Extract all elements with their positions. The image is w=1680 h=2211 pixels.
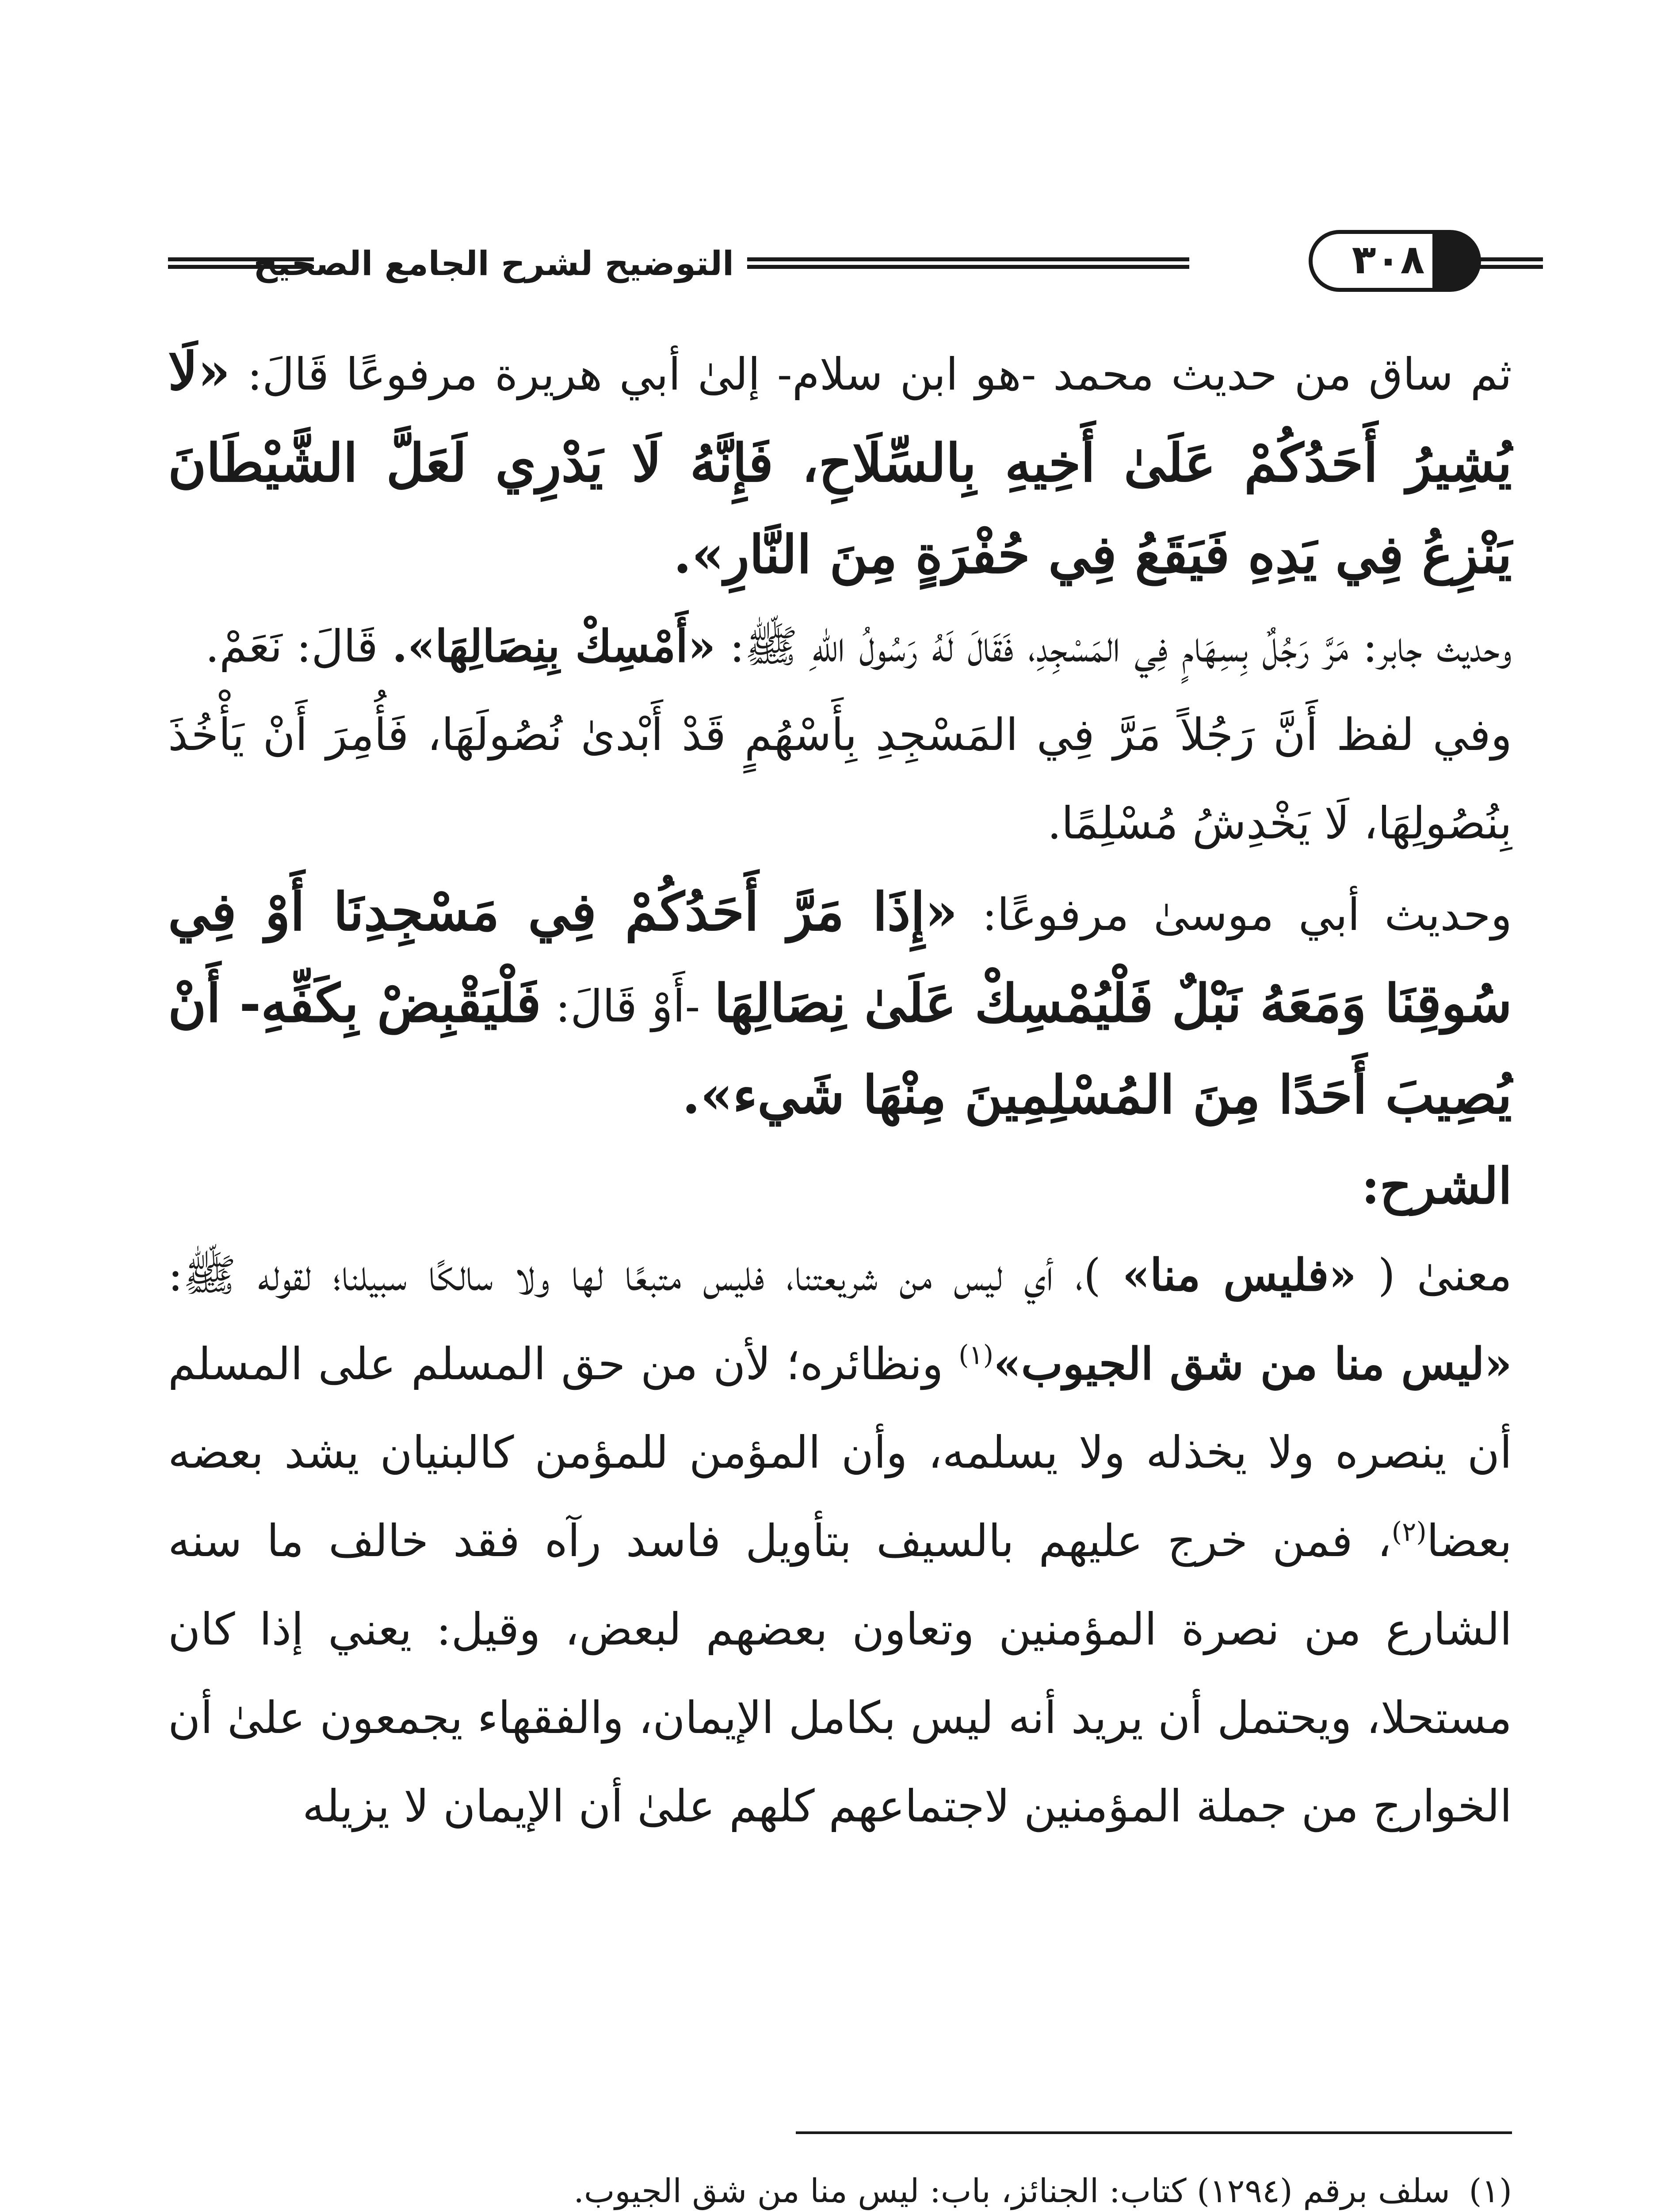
commentary-text: ونظائره؛ لأن من حق المسلم على المسلم أن ينصره ولا يخذله ولا يسلمه، وأن المؤمن للمؤمن كالبنيان يشد بعضه بعضا bbox=[168, 1338, 1512, 1567]
header-rule-right bbox=[1477, 257, 1543, 269]
page-header bbox=[159, 230, 1503, 296]
sharh-heading: الشرح: bbox=[1361, 1157, 1512, 1215]
reply-text: قَالَ: نَعَمْ. bbox=[205, 620, 392, 672]
intro-text: ثم ساق من حديث محمد -هو ابن سلام- إلىٰ أبي هريرة مرفوعًا bbox=[346, 348, 1512, 400]
footnotes bbox=[168, 2158, 1512, 2211]
footnote-ref-2[interactable]: (٢) bbox=[1391, 1516, 1427, 1548]
commentary-text: معنىٰ ( bbox=[1356, 1249, 1512, 1301]
narration-text: وحديث أبي موسىٰ مرفوعًا: bbox=[958, 889, 1512, 941]
paragraph-commentary bbox=[168, 1231, 1512, 1851]
quoted-phrase: «فليس منا» bbox=[1122, 1249, 1357, 1301]
footnote-ref-1[interactable]: (١) bbox=[958, 1339, 994, 1371]
page-number: ٣٠٨ bbox=[1352, 237, 1425, 283]
paragraph-abu-musa bbox=[168, 868, 1512, 1142]
header-rule-middle bbox=[747, 257, 1189, 269]
hadith-text: «أَمْسِكْ بِنِصَالِهَا». bbox=[392, 620, 716, 672]
hadith-text: «إِذَا مَرَّ أَحَدُكُمْ فِي مَسْجِدِنَا أَوْ فِي سُوقِنَا وَمَعَهُ نَبْلٌ فَلْيُمْسِكْ عَلَىٰ نِصَالِهَا bbox=[168, 881, 1512, 1034]
narration-text: وحديث جابر: مَرَّ رَجُلٌ بِسِهَامٍ فِي المَسْجِدِ، فَقَالَ لَهُ رَسُولُ اللهِ ﷺ: bbox=[715, 620, 1512, 672]
hadith-text: «لَا يُشِيرُ أَحَدُكُمْ عَلَىٰ أَخِيهِ بِالسِّلَاحِ، فَإِنَّهُ لَا يَدْرِي لَعَلَّ الشَّيْطَانَ يَنْزِعُ فِي يَدِهِ فَيَقَعُ فِي حُفْرَةٍ مِنَ النَّارِ». bbox=[168, 340, 1512, 585]
paragraph-variant-wording bbox=[168, 691, 1512, 868]
qala-text: قَالَ: bbox=[230, 348, 329, 400]
hadith-text: فَلْيَقْبِضْ بِكَفِّهِ- أَنْ يُصِيبَ أَحَدًا مِنَ المُسْلِمِينَ مِنْهَا شَيء». bbox=[168, 972, 1512, 1125]
commentary-text: ، فمن خرج عليهم بالسيف بتأويل فاسد رآه فقد خالف ما سنه الشارع من نصرة المؤمنين وتعاون بعضهم لبعض، وقيل: يعني إذا كان مستحلا، ويحتمل أن يريد أنه ليس بكامل الإيمان، والفقهاء يجمعون علىٰ أن الخوارج من جملة المؤمنين لاجتماعهم كلهم علىٰ أن الإيمان لا يزيله bbox=[168, 1515, 1512, 1832]
narration-text: وفي لفظ أَنَّ رَجُلاً مَرَّ فِي المَسْجِدِ بِأَسْهُمٍ قَدْ أَبْدىٰ نُصُولَهَا، فَأُمِرَ أَنْ يَأْخُذَ بِنُصُولِهَا، لَا يَخْدِشُ مُسْلِمًا. bbox=[168, 709, 1512, 849]
or-said-text: -أَوْ قَالَ: bbox=[541, 980, 714, 1032]
main-text bbox=[168, 327, 1512, 1851]
footnote-number: (١) bbox=[1469, 2172, 1512, 2210]
commentary-text: )، أي ليس من شريعتنا، فليس متبعًا لها ولا سالكًا سبيلنا؛ لقوله ﷺ: bbox=[168, 1249, 1123, 1301]
footnote-1 bbox=[168, 2158, 1512, 2211]
quoted-hadith: «ليس منا من شق الجيوب» bbox=[993, 1338, 1512, 1390]
footnote-separator bbox=[796, 2131, 1512, 2134]
page-badge-cap bbox=[1432, 230, 1481, 292]
paragraph-jabir bbox=[168, 602, 1512, 691]
paragraph-abu-hurayra bbox=[168, 327, 1512, 602]
footnote-text: سلف برقم (١٢٩٤) كتاب: الجنائز، باب: ليس منا من شق الجيوب. bbox=[573, 2172, 1450, 2210]
running-title: التوضيح لشرح الجامع الصحيح bbox=[253, 244, 734, 283]
